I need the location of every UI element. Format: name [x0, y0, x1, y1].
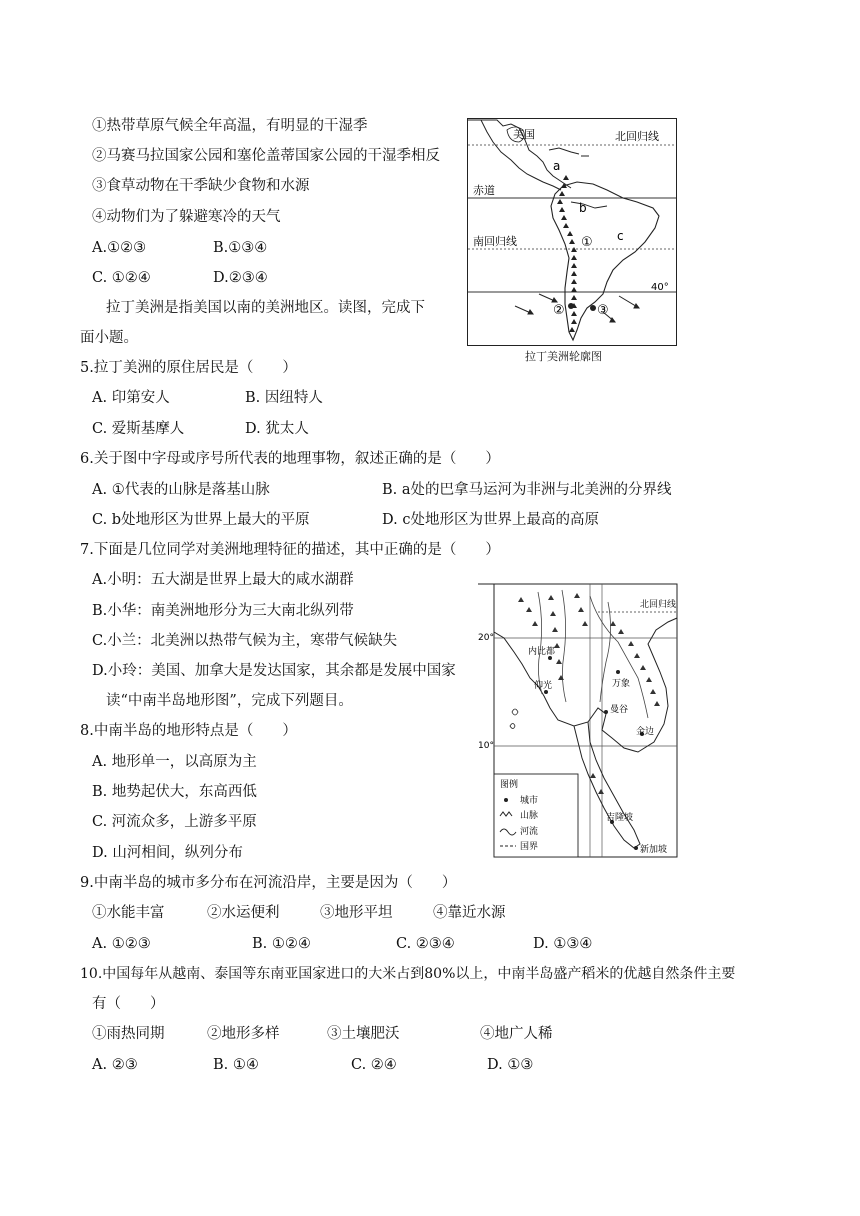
intro-latin-line2: 面小题。 — [80, 330, 138, 346]
q6-option-d[interactable]: D. c处地形区为世界上最高的高原 — [382, 512, 599, 528]
latin-america-map-svg — [467, 118, 677, 346]
q10-item-4: ④地广人稀 — [480, 1026, 553, 1042]
q4-item-2: ②马赛马拉国家公园和塞伦盖蒂国家公园的干湿季相反 — [92, 148, 440, 164]
q4-item-1: ①热带草原气候全年高温，有明显的干湿季 — [92, 118, 368, 134]
map2-label-vientiane: 万象 — [612, 679, 631, 689]
q8-option-d[interactable]: D. 山河相间，纵列分布 — [92, 845, 243, 861]
q8-stem: 8.中南半岛的地形特点是（ ） — [80, 723, 297, 739]
q4-item-4: ④动物们为了躲避寒冷的天气 — [92, 209, 281, 225]
legend-city-icon — [504, 798, 508, 802]
q6-stem: 6.关于图中字母或序号所代表的地理事物，叙述正确的是（ ） — [80, 451, 500, 467]
legend-border: 国界 — [520, 842, 539, 852]
legend-title: 图例 — [500, 780, 519, 790]
map2-label-tropic-cancer: 北回归线 — [639, 600, 676, 610]
q10-item-2: ②地形多样 — [207, 1026, 280, 1042]
label-lat40: 40° — [651, 282, 669, 293]
q10-option-d[interactable]: D. ①③ — [487, 1057, 534, 1073]
q7-option-c[interactable]: C.小兰：北美洲以热带气候为主，寒带气候缺失 — [92, 633, 398, 649]
q10-item-3: ③土壤肥沃 — [327, 1026, 400, 1042]
q7-option-d[interactable]: D.小玲：美国、加拿大是发达国家，其余都是发展中国家 — [92, 663, 456, 679]
q7-stem: 7.下面是几位同学对美洲地理特征的描述，其中正确的是（ ） — [80, 542, 500, 558]
legend-city: 城市 — [520, 796, 539, 806]
q9-stem: 9.中南半岛的城市多分布在河流沿岸，主要是因为（ ） — [80, 875, 457, 891]
q5-stem: 5.拉丁美洲的原住居民是（ ） — [80, 360, 297, 376]
label-a: a — [553, 159, 561, 173]
legend-mountain: 山脉 — [520, 811, 539, 821]
q10-stem-line2: 有（ ） — [92, 996, 165, 1012]
q8-option-b[interactable]: B. 地势起伏大，东高西低 — [92, 784, 257, 800]
latin-america-map — [467, 118, 677, 364]
q4-option-d[interactable]: D.②③④ — [213, 270, 268, 286]
q9-option-c[interactable]: C. ②③④ — [396, 936, 455, 952]
q9-item-3: ③地形平坦 — [320, 905, 393, 921]
label-point-2: ② — [553, 303, 565, 318]
q6-option-a[interactable]: A. ①代表的山脉是落基山脉 — [92, 482, 270, 498]
map2-label-kualalumpur: 吉隆坡 — [606, 813, 634, 823]
intro-indochina: 读“中南半岛地形图”，完成下列题目。 — [106, 693, 353, 709]
label-equator: 赤道 — [473, 184, 495, 197]
map2-label-naypyidaw: 内比都 — [528, 647, 556, 657]
map2-label-singapore: 新加坡 — [640, 845, 668, 855]
q9-item-1: ①水能丰富 — [92, 905, 165, 921]
legend-river: 河流 — [520, 827, 539, 837]
indochina-map — [478, 582, 678, 858]
map2-label-yangon: 仰光 — [534, 681, 553, 691]
q8-option-c[interactable]: C. 河流众多，上游多平原 — [92, 814, 257, 830]
q5-option-c[interactable]: C. 爱斯基摩人 — [92, 421, 185, 437]
q5-option-a[interactable]: A. 印第安人 — [92, 390, 170, 406]
q9-option-a[interactable]: A. ①②③ — [92, 936, 151, 952]
q4-option-c[interactable]: C. ①②④ — [92, 270, 151, 286]
label-tropic-capricorn: 南回归线 — [473, 235, 517, 248]
q7-option-a[interactable]: A.小明：五大湖是世界上最大的咸水湖群 — [92, 572, 354, 588]
q9-item-4: ④靠近水源 — [433, 905, 506, 921]
q6-option-b[interactable]: B. a处的巴拿马运河为非洲与北美洲的分界线 — [382, 482, 672, 498]
q4-item-3: ③食草动物在干季缺少食物和水源 — [92, 178, 310, 194]
q8-option-a[interactable]: A. 地形单一，以高原为主 — [92, 754, 257, 770]
q4-option-a[interactable]: A.①②③ — [92, 240, 147, 256]
label-point-3: ③ — [597, 303, 609, 318]
q4-option-b[interactable]: B.①③④ — [213, 240, 268, 256]
q6-option-c[interactable]: C. b处地形区为世界上最大的平原 — [92, 512, 310, 528]
q10-option-c[interactable]: C. ②④ — [351, 1057, 397, 1073]
label-usa: 美国 — [513, 128, 535, 141]
q9-option-b[interactable]: B. ①②④ — [252, 936, 311, 952]
q10-option-a[interactable]: A. ②③ — [92, 1057, 138, 1073]
label-b: b — [579, 201, 587, 215]
label-tropic-cancer: 北回归线 — [615, 130, 659, 143]
point-2-dot — [568, 303, 574, 309]
label-point-1: ① — [581, 235, 593, 250]
map2-label-lat10: 10° — [478, 741, 494, 751]
label-c: c — [617, 229, 624, 243]
q7-option-b[interactable]: B.小华：南美洲地形分为三大南北纵列带 — [92, 603, 354, 619]
map2-label-lat20: 20° — [478, 633, 494, 643]
indochina-map-svg — [478, 582, 678, 858]
map2-label-phnompenh: 金边 — [636, 727, 655, 737]
q10-option-b[interactable]: B. ①④ — [213, 1057, 259, 1073]
q5-option-d[interactable]: D. 犹太人 — [245, 421, 309, 437]
q10-stem-line1: 10.中国每年从越南、泰国等东南亚国家进口的大米占到80%以上，中南半岛盛产稻米的优越自然条件主要 — [80, 966, 736, 982]
intro-latin-line1: 拉丁美洲是指美国以南的美洲地区。读图，完成下 — [106, 300, 425, 316]
map1-caption: 拉丁美洲轮廓图 — [525, 350, 602, 363]
q9-option-d[interactable]: D. ①③④ — [533, 936, 593, 952]
q5-option-b[interactable]: B. 因纽特人 — [245, 390, 323, 406]
q10-item-1: ①雨热同期 — [92, 1026, 165, 1042]
q9-item-2: ②水运便利 — [207, 905, 280, 921]
point-3-dot — [590, 305, 596, 311]
map2-label-bangkok: 曼谷 — [610, 705, 629, 715]
